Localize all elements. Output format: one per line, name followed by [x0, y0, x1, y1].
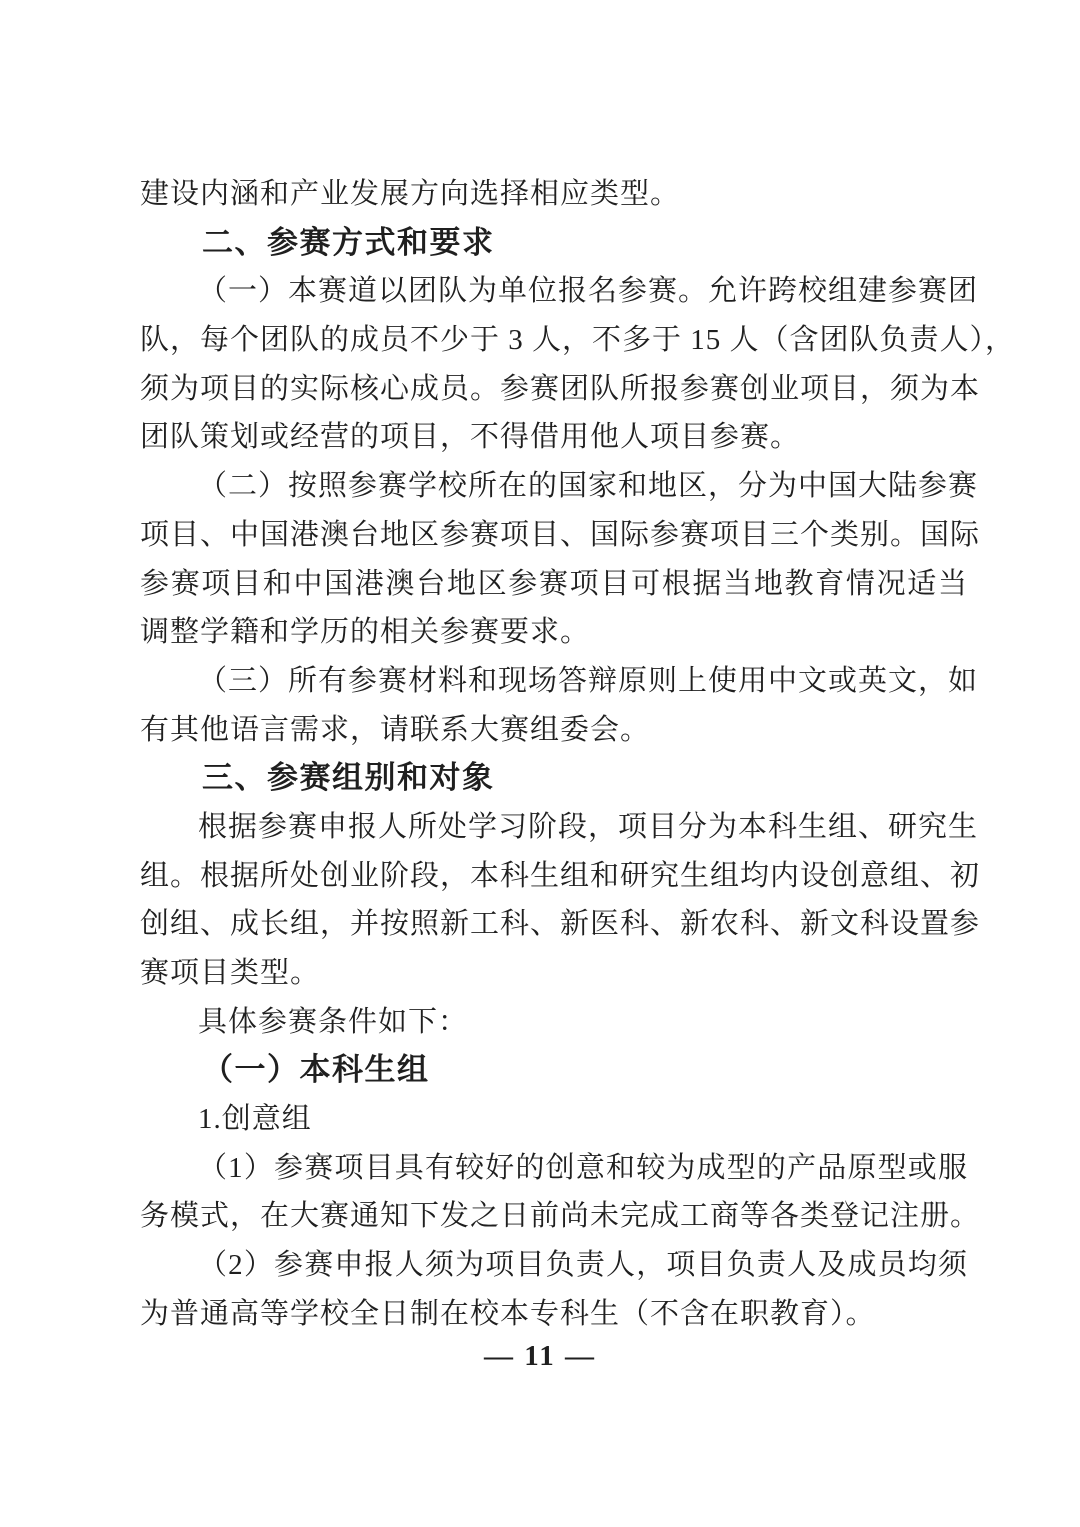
document-body [140, 170, 1016, 1339]
body-line: 建设内涵和产业发展方向选择相应类型。 [140, 178, 681, 210]
paragraph-line: 赛项目类型。 [140, 957, 321, 989]
paragraph-line: （三）所有参赛材料和现场答辩原则上使用中文或英文，如 [198, 664, 979, 697]
paragraph-line: 具体参赛条件如下： [198, 1005, 469, 1038]
paragraph-line: 1.创意组 [198, 1103, 312, 1136]
paragraph-line: （1）参赛项目具有较好的创意和较为成型的产品原型或服 [198, 1151, 968, 1184]
paragraph-line: 调整学籍和学历的相关参赛要求。 [140, 616, 591, 649]
paragraph-line: 根据参赛申报人所处学习阶段，项目分为本科生组、研究生 [198, 810, 979, 843]
paragraph-line: 须为项目的实际核心成员。参赛团队所报参赛创业项目，须为本 [140, 372, 981, 405]
section-heading-2: 二、参赛方式和要求 [202, 224, 495, 260]
paragraph-line: 团队策划或经营的项目，不得借用他人项目参赛。 [140, 421, 801, 454]
paragraph-line: （二）按照参赛学校所在的国家和地区，分为中国大陆参赛 [198, 470, 979, 503]
paragraph-line: 组。根据所处创业阶段，本科生组和研究生组均内设创意组、初 [140, 859, 981, 892]
paragraph-line: 队，每个团队的成员不少于 3 人，不多于 15 人（含团队负责人）， [140, 324, 1016, 357]
subsection-heading: （一）本科生组 [202, 1052, 430, 1088]
paragraph-line: （2）参赛申报人须为项目负责人，项目负责人及成员均须 [198, 1249, 968, 1282]
paragraph-line: 项目、中国港澳台地区参赛项目、国际参赛项目三个类别。国际 [140, 518, 981, 551]
paragraph-line: 参赛项目和中国港澳台地区参赛项目可根据当地教育情况适当 [140, 567, 968, 600]
paragraph-line: （一）本赛道以团队为单位报名参赛。允许跨校组建参赛团 [198, 275, 979, 308]
paragraph-line: 创组、成长组，并按照新工科、新医科、新农科、新文科设置参 [140, 908, 981, 941]
page-number: — 11 — [484, 1340, 596, 1372]
paragraph-line: 有其他语言需求，请联系大赛组委会。 [140, 713, 651, 746]
paragraph-line: 为普通高等学校全日制在校本专科生（不含在职教育）。 [140, 1297, 876, 1330]
paragraph-line: 务模式，在大赛通知下发之日前尚未完成工商等各类登记注册。 [140, 1200, 981, 1233]
section-heading-3: 三、参赛组别和对象 [202, 760, 495, 796]
